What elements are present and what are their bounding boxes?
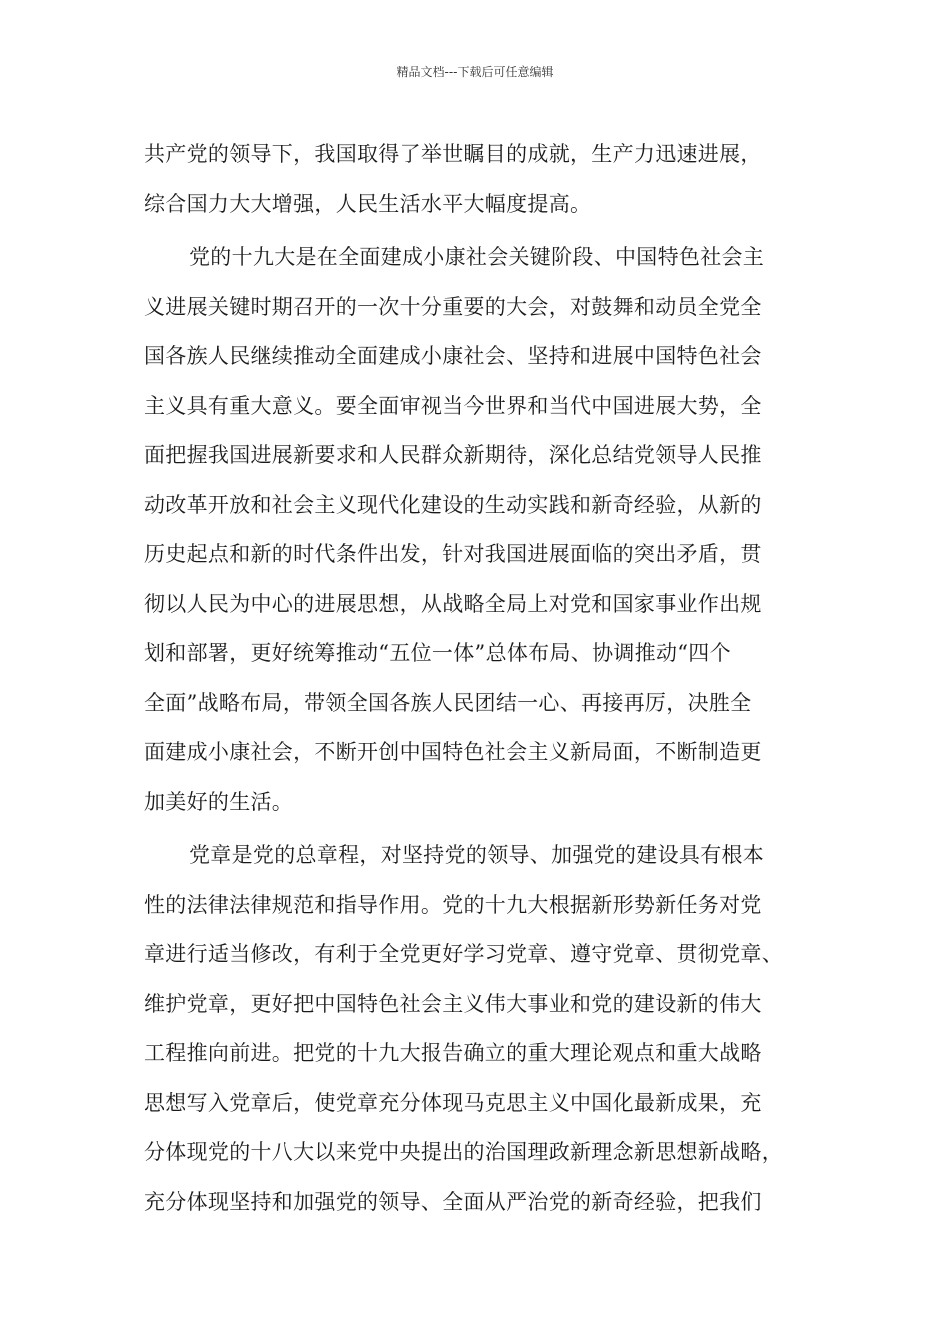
text-line: 共产党的领导下，我国取得了举世瞩目的成就，生产力迅速进展， bbox=[144, 142, 762, 166]
text-line: 动改革开放和社会主义现代化建设的生动实践和新奇经验，从新的 bbox=[144, 492, 762, 517]
paragraph-3 bbox=[144, 831, 834, 1227]
text-line: 面建成小康社会，不断开创中国特色社会主义新局面，不断制造更 bbox=[144, 740, 762, 764]
text-line: 党章是党的总章程，对坚持党的领导、加强党的建设具有根本 bbox=[189, 843, 765, 867]
text-line: 加美好的生活。 bbox=[144, 789, 294, 814]
page-header: 精品文档---下载后可任意编辑 bbox=[396, 65, 554, 79]
text-line: 工程推向前进。把党的十九大报告确立的重大理论观点和重大战略 bbox=[144, 1041, 762, 1065]
text-line: 性的法律法律规范和指导作用。党的十九大根据新形势新任务对党 bbox=[144, 892, 762, 917]
text-line: 面把握我国进展新要求和人民群众新期待，深化总结党领导人民推 bbox=[144, 443, 762, 467]
text-line: 全面”战略布局，带领全国各族人民团结一心、再接再厉，决胜全 bbox=[144, 690, 752, 715]
text-line: 充分体现坚持和加强党的领导、全面从严治党的新奇经验，把我们 bbox=[144, 1189, 762, 1214]
paragraph-2 bbox=[144, 233, 834, 827]
text-line: 彻以人民为中心的进展思想，从战略全局上对党和国家事业作出规 bbox=[144, 591, 762, 616]
text-line: 主义具有重大意义。要全面审视当今世界和当代中国进展大势，全 bbox=[144, 393, 762, 418]
text-line: 章进行适当修改，有利于全党更好学习党章、遵守党章、贯彻党章、 bbox=[144, 942, 783, 966]
text-line: 维护党章，更好把中国特色社会主义伟大事业和党的建设新的伟大 bbox=[144, 991, 762, 1016]
text-line: 国各族人民继续推动全面建成小康社会、坚持和进展中国特色社会 bbox=[144, 344, 762, 368]
document-body bbox=[144, 130, 834, 1227]
text-line: 党的十九大是在全面建成小康社会关键阶段、中国特色社会主 bbox=[189, 245, 765, 269]
paragraph-1 bbox=[144, 130, 834, 229]
text-line: 综合国力大大增强，人民生活水平大幅度提高。 bbox=[144, 191, 592, 216]
text-line: 分体现党的十八大以来党中央提出的治国理政新理念新思想新战略， bbox=[144, 1140, 783, 1164]
text-line: 义进展关键时期召开的一次十分重要的大会，对鼓舞和动员全党全 bbox=[144, 294, 762, 319]
text-line: 思想写入党章后，使党章充分体现马克思主义中国化最新成果，充 bbox=[144, 1090, 762, 1115]
text-line: 历史起点和新的时代条件出发，针对我国进展面临的突出矛盾，贯 bbox=[144, 542, 762, 566]
text-line: 划和部署，更好统筹推动“五位一体”总体布局、协调推动“四个 bbox=[144, 641, 731, 665]
